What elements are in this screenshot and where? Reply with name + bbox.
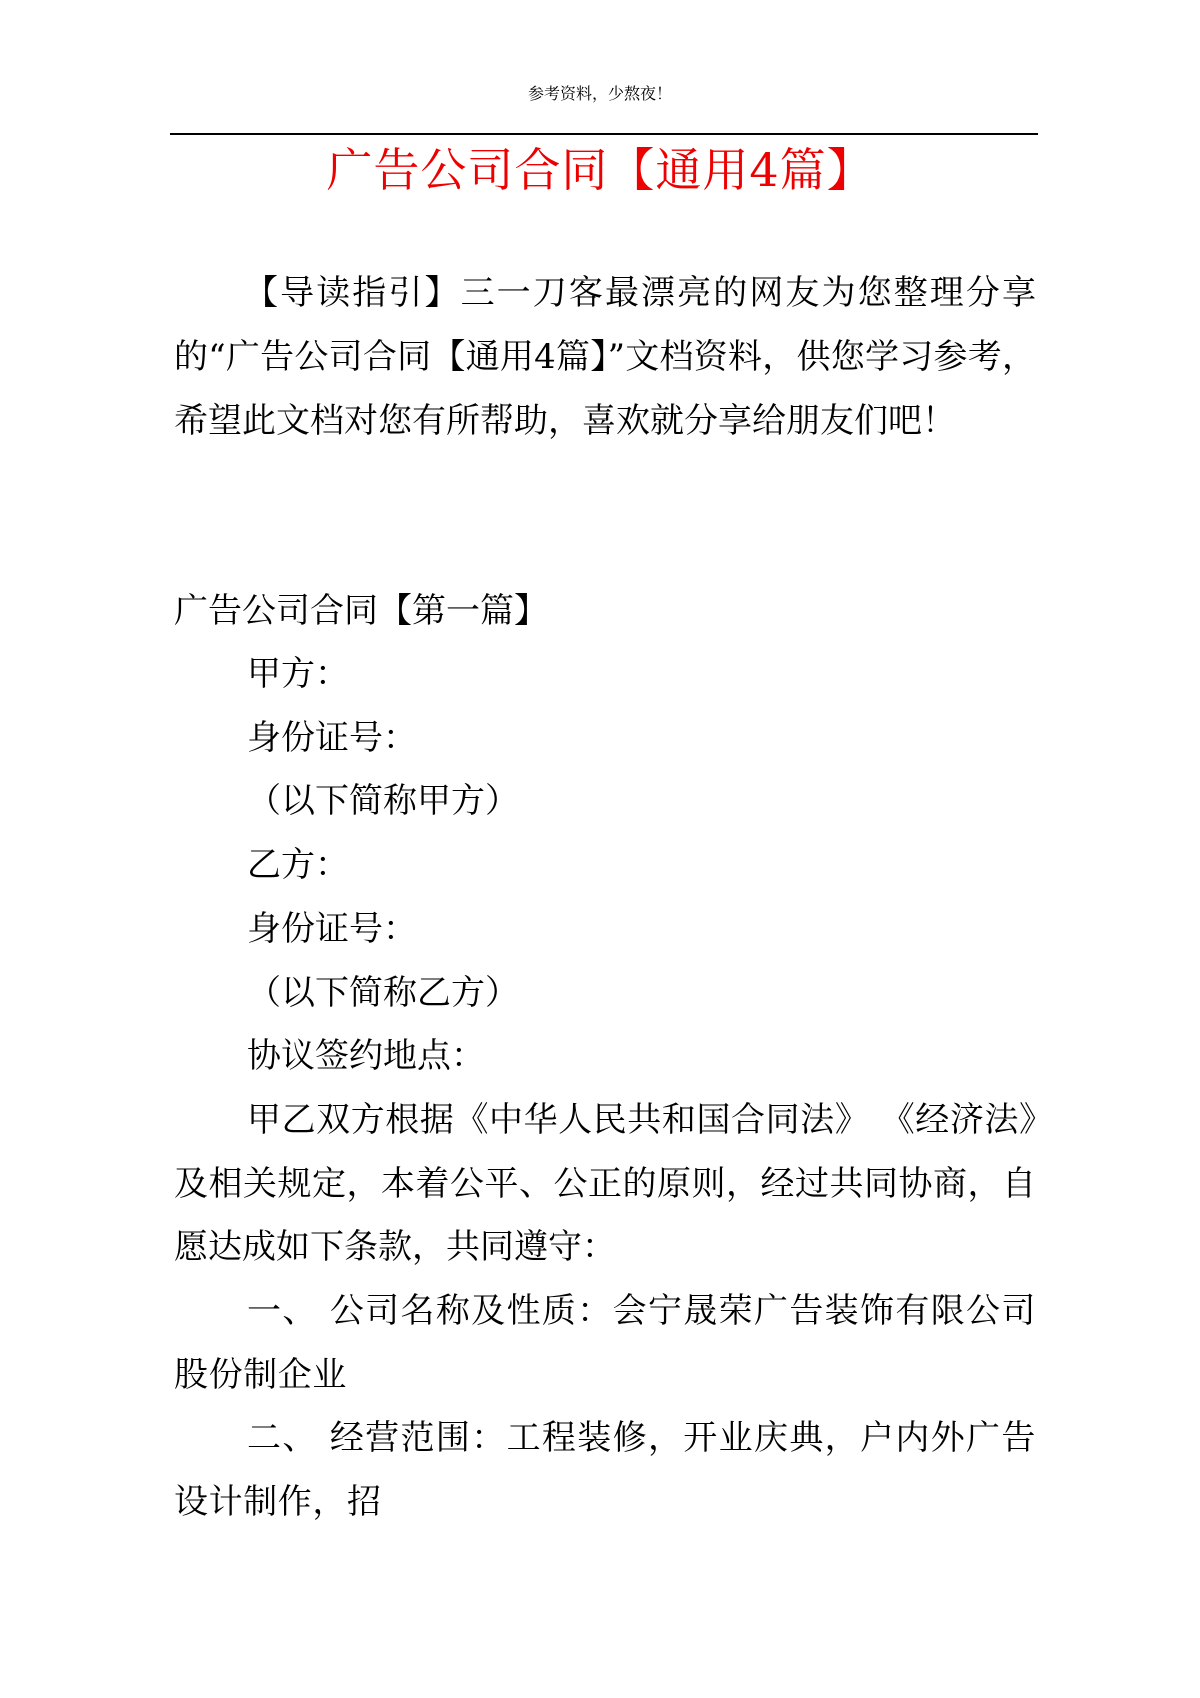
agreement-basis-paragraph: 甲乙双方根据《中华人民共和国合同法》 《经济法》及相关规定，本着公平、公正的原则，经过共同协商，自愿达成如下条款，共同遵守： xyxy=(174,1099,1036,1268)
section-title: 广告公司合同【第一篇】 xyxy=(174,591,548,631)
document-title: 广告公司合同【通用4篇】 xyxy=(326,143,874,197)
party-a-alias-line: （以下简称甲方） xyxy=(247,781,519,822)
intro-paragraph: 【导读指引】三一刀客最漂亮的网友为您整理分享的“广告公司合同【通用4篇】”文档资料，供您学习参考，希望此文档对您有所帮助，喜欢就分享给朋友们吧！ xyxy=(174,273,1036,441)
party-b-alias-line: （以下简称乙方） xyxy=(247,972,519,1013)
clause-two: 二、 经营范围：工程装修，开业庆典，户内外广告设计制作，招 xyxy=(174,1418,1036,1523)
party-a-id-line: 身份证号： xyxy=(247,717,417,758)
party-b-line: 乙方： xyxy=(247,845,349,886)
clause-one: 一、 公司名称及性质：会宁晟荣广告装饰有限公司 股份制企业 xyxy=(174,1291,1036,1395)
contract-body xyxy=(174,643,1036,1535)
header-note: 参考资料，少熬夜！ xyxy=(527,84,672,103)
party-b-id-line: 身份证号： xyxy=(247,908,417,949)
party-a-line: 甲方： xyxy=(247,654,349,694)
header-divider xyxy=(170,133,1038,135)
signing-location-line: 协议签约地点： xyxy=(247,1036,485,1077)
